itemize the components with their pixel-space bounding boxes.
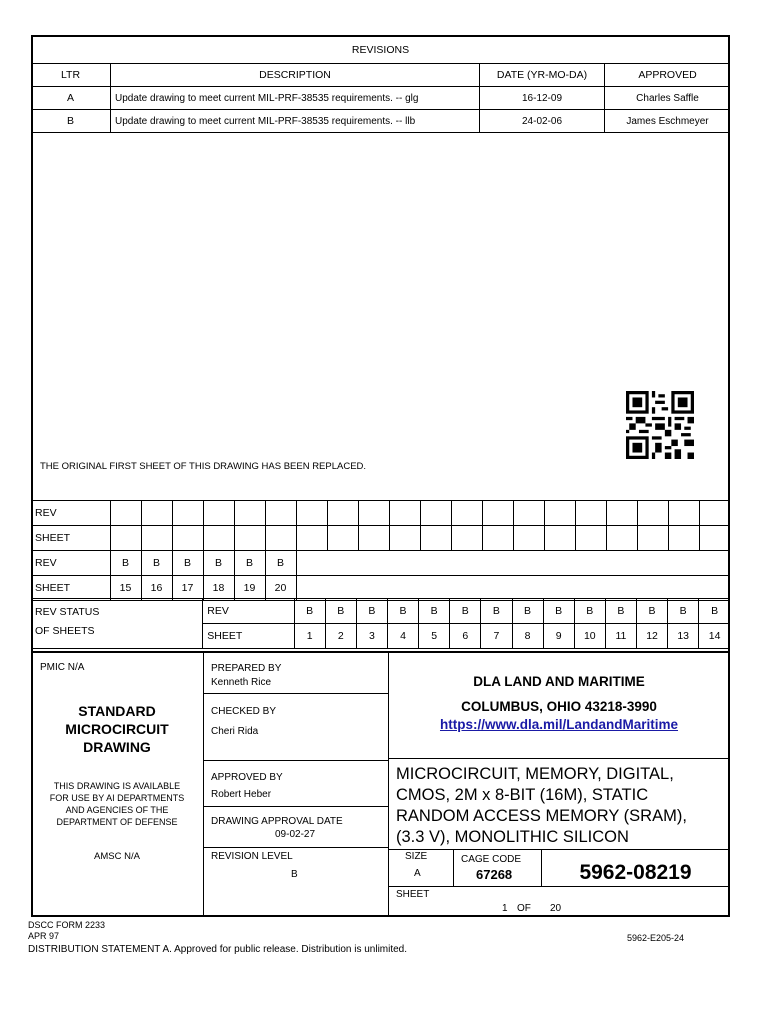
sheet-label: SHEET	[31, 576, 110, 601]
status-sheet-cell: 4	[388, 624, 419, 649]
amsc-label: AMSC N/A	[94, 851, 140, 862]
status-rev-cell: B	[668, 599, 699, 624]
status-rev-cell: B	[637, 599, 668, 624]
rev-description: Update drawing to meet current MIL-PRF-38535 requirements. -- glg	[111, 87, 480, 110]
sheet-number: 1	[502, 903, 508, 914]
table-row	[31, 87, 730, 110]
table-row	[31, 110, 730, 133]
rev-ltr: B	[31, 110, 111, 133]
sheet-cell: 15	[110, 576, 141, 601]
status-sheet-label: SHEET	[203, 624, 294, 649]
replaced-note: THE ORIGINAL FIRST SHEET OF THIS DRAWING HAS BEEN REPLACED.	[40, 461, 367, 472]
status-rev-cell: B	[294, 599, 325, 624]
sheet-cell: 18	[203, 576, 234, 601]
pmic-label: PMIC N/A	[40, 662, 85, 673]
cage-code: 67268	[476, 867, 513, 882]
rev-status-label: REV STATUS	[35, 606, 100, 618]
col-date: DATE (YR-MO-DA)	[480, 64, 605, 87]
drawing-title: MICROCIRCUIT, MEMORY, DIGITAL, CMOS, 2M x 8-BIT (16M), STATIC RANDOM ACCESS MEMORY (SRAM), (3.3 V), MONOLITHIC SILICON	[396, 765, 687, 846]
status-sheet-cell: 11	[605, 624, 636, 649]
status-rev-cell: B	[450, 599, 481, 624]
sheet-total: 20	[550, 903, 562, 914]
revision-level-label: REVISION LEVEL	[211, 851, 293, 862]
status-sheet-cell: 13	[668, 624, 699, 649]
sheet-label-tb: SHEET	[396, 889, 430, 900]
status-sheet-cell: 7	[481, 624, 512, 649]
drawing-number: 5962-08219	[579, 861, 692, 884]
approved-by: APPROVED BY Robert Heber	[211, 772, 283, 800]
status-rev-cell: B	[699, 599, 730, 624]
rev-description: Update drawing to meet current MIL-PRF-38535 requirements. -- llb	[111, 110, 480, 133]
rev-date: 16-12-09	[480, 87, 605, 110]
revision-level: B	[291, 869, 298, 880]
title-block-divider	[31, 651, 730, 653]
status-sheet-cell: 14	[699, 624, 730, 649]
rev-date: 24-02-06	[480, 110, 605, 133]
status-sheet-cell: 3	[356, 624, 387, 649]
status-sheet-cell: 10	[574, 624, 605, 649]
status-rev-cell: B	[481, 599, 512, 624]
size-value: A	[414, 868, 421, 879]
status-rev-label: REV	[203, 599, 294, 624]
prepared-by: PREPARED BY Kenneth Rice	[211, 663, 282, 688]
status-rev-cell: B	[325, 599, 356, 624]
rev-status-table	[31, 598, 730, 649]
of-sheets-label: OF SHEETS	[35, 625, 95, 637]
status-rev-cell: B	[605, 599, 636, 624]
status-rev-cell: B	[356, 599, 387, 624]
rev-sheet-grid	[31, 500, 730, 601]
sheet-cell: 17	[172, 576, 203, 601]
standard-microcircuit-drawing: STANDARD MICROCIRCUIT DRAWING	[65, 703, 169, 755]
rev-approved: James Eschmeyer	[605, 110, 731, 133]
rev-cell: B	[203, 551, 234, 576]
org-url-link[interactable]: https://www.dla.mil/LandandMaritime	[439, 717, 679, 732]
status-sheet-cell: 1	[294, 624, 325, 649]
sheet-cell: 20	[265, 576, 296, 601]
rev-approved: Charles Saffle	[605, 87, 731, 110]
rev-cell: B	[110, 551, 141, 576]
revisions-title: REVISIONS	[31, 37, 730, 64]
col-description: DESCRIPTION	[111, 64, 480, 87]
distribution-statement: DISTRIBUTION STATEMENT A. Approved for public release. Distribution is unlimited.	[28, 944, 408, 955]
org-name: DLA LAND AND MARITIME	[473, 674, 645, 689]
status-sheet-cell: 12	[637, 624, 668, 649]
availability-note: THIS DRAWING IS AVAILABLE FOR USE BY AI DEPARTMENTS AND AGENCIES OF THE DEPARTMENT OF DEFENSE	[49, 781, 185, 827]
rev-cell: B	[172, 551, 203, 576]
rev-cell: B	[265, 551, 296, 576]
status-sheet-cell: 8	[512, 624, 543, 649]
status-rev-cell: B	[512, 599, 543, 624]
sheet-of-label: OF	[517, 903, 531, 914]
col-ltr: LTR	[31, 64, 111, 87]
status-rev-cell: B	[419, 599, 450, 624]
qr-code-icon	[626, 391, 694, 459]
rev-label: REV	[31, 501, 110, 526]
size-label: SIZE	[405, 851, 428, 862]
checked-by: CHECKED BY Cheri Rida	[211, 706, 277, 737]
approval-date-label: DRAWING APPROVAL DATE	[211, 816, 343, 827]
sheet-cell: 19	[234, 576, 265, 601]
status-rev-cell: B	[543, 599, 574, 624]
form-id: DSCC FORM 2233 APR 97	[28, 920, 106, 941]
sheet-label: SHEET	[31, 526, 110, 551]
rev-label: REV	[31, 551, 110, 576]
rev-cell: B	[141, 551, 172, 576]
status-rev-cell: B	[388, 599, 419, 624]
rev-cell: B	[234, 551, 265, 576]
status-rev-cell: B	[574, 599, 605, 624]
status-sheet-cell: 2	[325, 624, 356, 649]
approval-date: 09-02-27	[275, 829, 316, 840]
form-ref: 5962-E205-24	[627, 933, 685, 943]
status-sheet-cell: 9	[543, 624, 574, 649]
col-approved: APPROVED	[605, 64, 731, 87]
rev-ltr: A	[31, 87, 111, 110]
sheet-cell: 16	[141, 576, 172, 601]
status-sheet-cell: 5	[419, 624, 450, 649]
status-sheet-cell: 6	[450, 624, 481, 649]
cage-code-label: CAGE CODE	[461, 854, 522, 865]
org-address: COLUMBUS, OHIO 43218-3990	[461, 699, 657, 714]
revisions-table	[31, 37, 730, 133]
